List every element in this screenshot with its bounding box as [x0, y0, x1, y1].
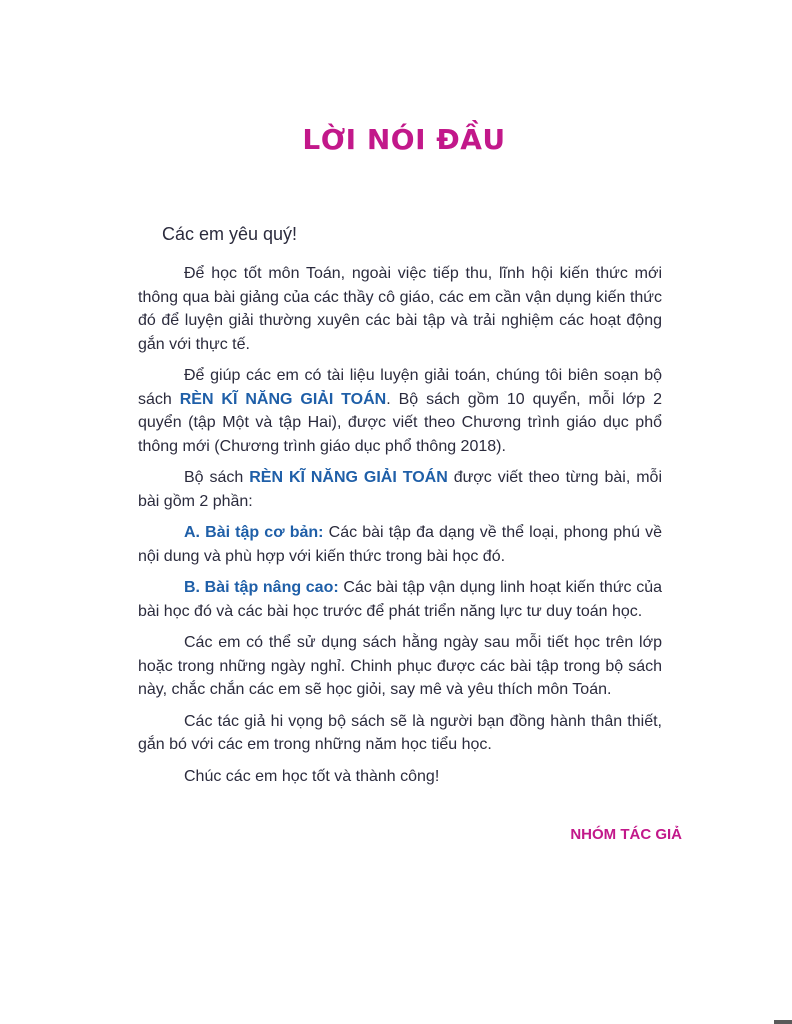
book-title-emphasis: RÈN KĨ NĂNG GIẢI TOÁN	[179, 390, 387, 408]
paragraph-intro: Để học tốt môn Toán, ngoài việc tiếp thu, lĩnh hội kiến thức mới thông qua bài giảng của các thầy cô giáo, các em cần vận dụng kiến thức đó để luyện giải thường xuyên các bài tập và trải nghiệm các hoạt động gắn với thực tế.	[138, 265, 662, 353]
part-b-heading: B. Bài tập nâng cao:	[184, 579, 339, 596]
paragraph-usage: Các em có thể sử dụng sách hằng ngày sau mỗi tiết học trên lớp hoặc trong những ngày nghỉ. Chinh phục được các bài tập trong bộ sách này, chắc chắn các em sẽ học giỏi, say mê và yêu thích môn Toán.	[138, 634, 662, 698]
book-title-emphasis: RÈN KĨ NĂNG GIẢI TOÁN	[249, 469, 448, 486]
paragraph-hope: Các tác giả hi vọng bộ sách sẽ là người bạn đồng hành thân thiết, gắn bó với các em trong những năm học tiểu học.	[138, 712, 662, 753]
paragraph-text: Bộ sách	[184, 469, 250, 486]
part-a-heading: A. Bài tập cơ bản:	[184, 524, 324, 541]
paragraph-book-series	[138, 364, 662, 458]
page-corner-mark	[774, 1020, 792, 1024]
paragraph-part-b	[138, 576, 662, 623]
paragraph-text: . Bộ sách gồm 10 quyển, mỗi lớp 2 quyển (tập Một và tập Hai), được viết theo Chương trình giáo dục phổ thông mới (Chương trình giáo dục phổ thông 2018).	[138, 390, 662, 455]
paragraph-part-a	[138, 521, 662, 568]
paragraph-text: Các bài tập vận dụng linh hoạt kiến thức của bài học đó và các bài học trước để phát triển năng lực tư duy toán học.	[138, 579, 662, 620]
paragraph-text: Để giúp các em có tài liệu luyện giải toán, chúng tôi biên soạn bộ sách	[138, 367, 662, 408]
page-title: LỜI NÓI ĐẦU	[302, 123, 506, 156]
paragraph-text: được viết theo từng bài, mỗi bài gồm 2 phần:	[138, 469, 663, 510]
paragraph-structure	[138, 466, 662, 513]
author-signature: NHÓM TÁC GIẢ	[570, 826, 682, 843]
greeting: Các em yêu quý!	[162, 224, 298, 244]
preface-body	[138, 262, 662, 796]
paragraph-text: Các bài tập đa dạng về thể loại, phong phú về nội dung và phù hợp với kiến thức trong bài học đó.	[138, 524, 662, 565]
paragraph-wish: Chúc các em học tốt và thành công!	[184, 767, 440, 785]
